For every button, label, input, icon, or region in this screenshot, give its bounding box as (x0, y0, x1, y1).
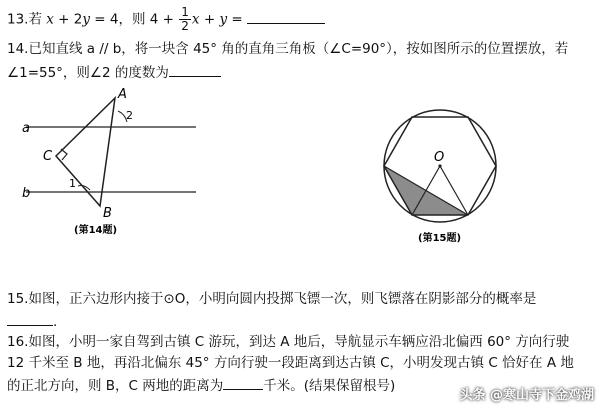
caption-fig14: (第14题) (74, 225, 118, 236)
q13-tail-plus: + (199, 11, 220, 28)
q13-rest: = 4，则 4 + (90, 11, 179, 28)
q16-line-3 (7, 375, 395, 395)
label-vertex-a: A (118, 87, 127, 102)
label-angle-2: 2 (126, 109, 133, 122)
q13-frac-den: 2 (181, 19, 189, 33)
q16-line-2: 12 千米至 B 地，再沿北偏东 45° 方向行驶一段距离到达古镇 C，小明发现古镇 C 恰好在 A 地 (7, 355, 574, 371)
q15-period: . (53, 314, 58, 330)
label-angle-1: 1 (69, 177, 76, 190)
question-13 (7, 6, 325, 33)
q13-plus: + 2 (53, 11, 83, 28)
q14-line-1: 14.已知直线 a // b，将一块含 45° 角的直角三角板（∠C=90°），按如图所示的位置摆放，若 (7, 41, 569, 57)
q15-line-1: 15.如图，正六边形内接于⊙O，小明向圆内投掷飞镖一次，则飞镖落在阴影部分的概率是 (7, 291, 537, 307)
q13-tail-x: x (191, 11, 200, 28)
label-vertex-c: C (43, 149, 53, 164)
q14-line-2 (7, 62, 221, 82)
q13-tail-y: y (219, 11, 228, 28)
q15-line-2 (7, 311, 57, 331)
caption-fig15: (第15题) (418, 233, 462, 244)
q14-answer-blank (169, 62, 221, 77)
q16-line-3-start: 的正北方向，则 B，C 两地的距离为 (7, 378, 224, 394)
q16-line-3-end: 千米。(结果保留根号) (263, 378, 396, 394)
q14-line-2-text: ∠1=55°，则∠2 的度数为 (7, 65, 169, 81)
q13-var-y: y (82, 11, 91, 28)
q13-prefix: 13.若 (7, 11, 47, 28)
label-line-b: b (22, 186, 31, 201)
label-center-o: O (434, 150, 445, 165)
figure-15 (372, 88, 508, 248)
q16-answer-blank (223, 375, 263, 390)
watermark-text: 头条 @寒山寺下金鸡湖 (459, 388, 594, 403)
label-line-a: a (22, 121, 30, 136)
q13-answer-blank (247, 9, 325, 24)
q13-var-x: x (46, 11, 54, 28)
figure-14 (14, 86, 214, 238)
q13-fraction (179, 6, 191, 33)
q13-tail-eq: = (227, 11, 247, 28)
q13-frac-num: 1 (181, 5, 189, 19)
q15-answer-blank (7, 311, 53, 326)
q16-line-1: 16.如图，小明一家自驾到古镇 C 游玩，到达 A 地后，导航显示车辆应沿北偏西 60° 方向行驶 (7, 334, 570, 350)
label-vertex-b: B (103, 206, 112, 221)
